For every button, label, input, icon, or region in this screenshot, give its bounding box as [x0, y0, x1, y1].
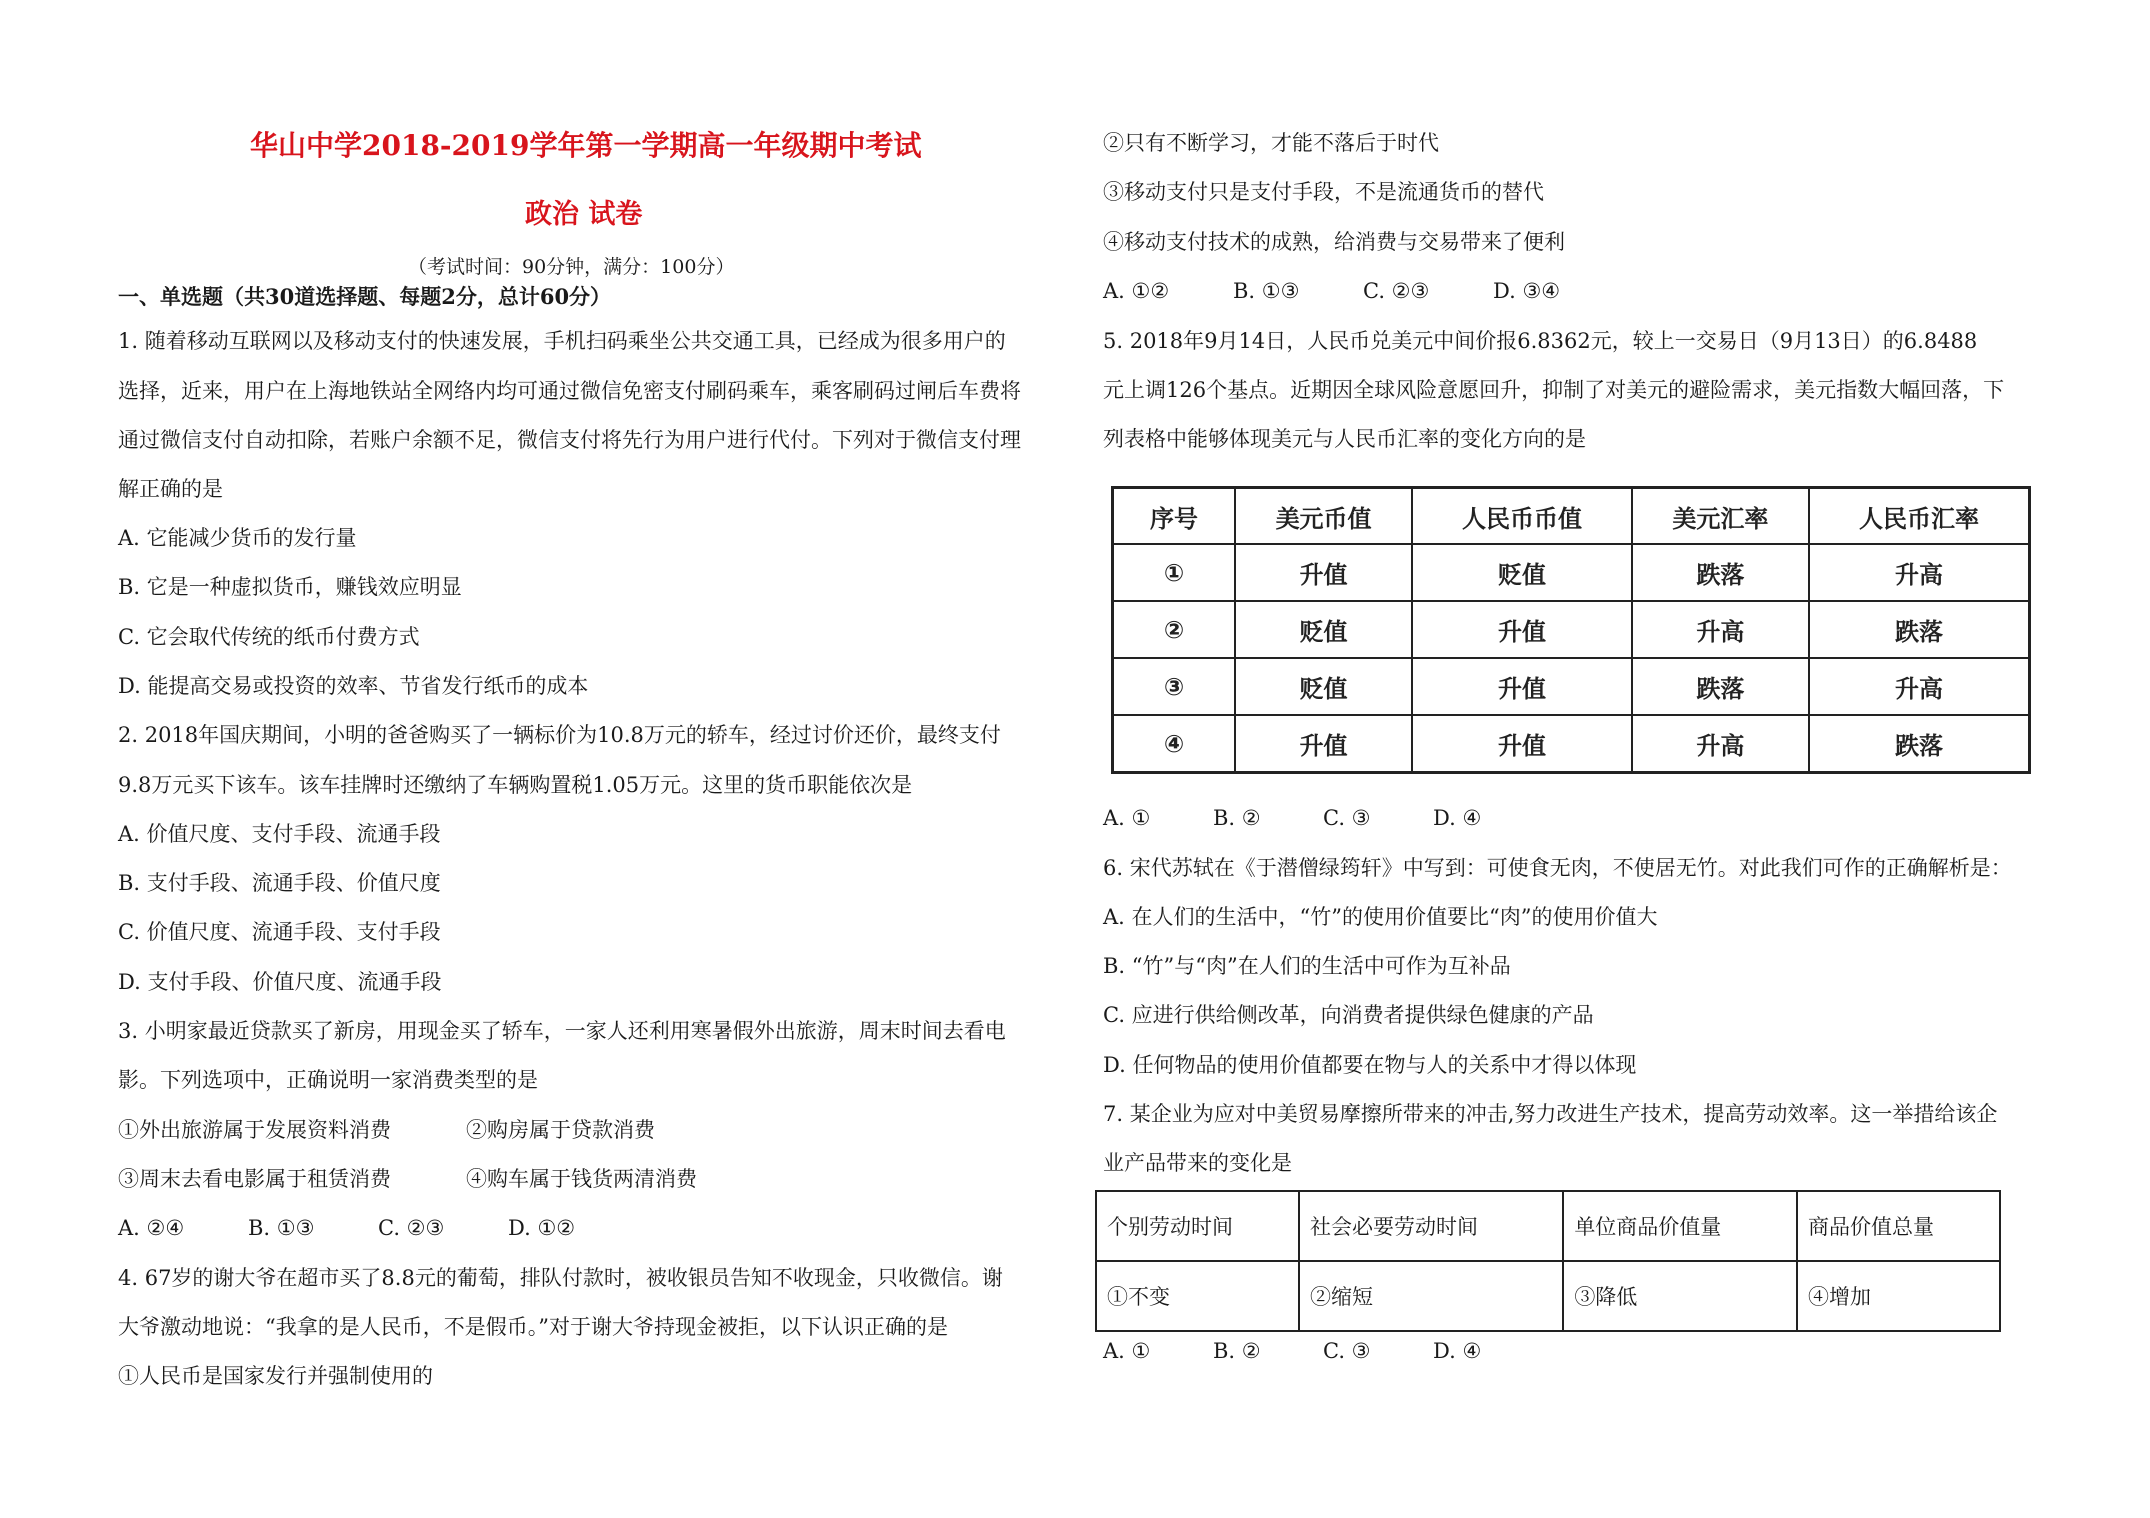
q5-line-2: 元上调126个基点。近期因全球风险意愿回升，抑制了对美元的避险需求，美元指数大幅回落，下	[1103, 378, 2005, 402]
q7-line-2: 业产品带来的变化是	[1103, 1151, 1292, 1175]
q4-line-2: 大爷激动地说：“我拿的是人民币，不是假币。”对于谢大爷持现金被拒，以下认识正确的是	[118, 1315, 948, 1339]
q5-th-rmb-value: 人民币币值	[1412, 488, 1632, 545]
table-cell: ②	[1113, 601, 1236, 658]
q3-statements-row-1	[118, 1115, 655, 1145]
q7-option-c: C. ③	[1323, 1339, 1371, 1363]
q7-line-1: 7. 某企业为应对中美贸易摩擦所带来的冲击,努力改进生产技术，提高劳动效率。这一举措给该企	[1103, 1102, 1998, 1126]
q7-th-total-value: 商品价值总量	[1797, 1191, 2000, 1261]
q1-line-4: 解正确的是	[118, 477, 223, 501]
q6-line-1: 6. 宋代苏轼在《于潜僧绿筠轩》中写到：可使食无肉，不使居无竹。对此我们可作的正确解析是：	[1103, 856, 2012, 880]
q1-line-3: 通过微信支付自动扣除，若账户余额不足，微信支付将先行为用户进行代付。下列对于微信支付理	[118, 428, 1021, 452]
section-heading: 一、单选题（共30道选择题、每题2分，总计60分）	[118, 284, 612, 309]
q4-statement-3: ③移动支付只是支付手段，不是流通货币的替代	[1103, 180, 1544, 204]
q4-option-a: A. ①②	[1103, 279, 1170, 303]
q3-statement-4: ④购车属于钱货两清消费	[466, 1167, 697, 1191]
q4-option-b: B. ①③	[1233, 279, 1300, 303]
q3-option-b: B. ①③	[248, 1216, 315, 1240]
q1-line-1: 1. 随着移动互联网以及移动支付的快速发展，手机扫码乘坐公共交通工具，已经成为很多用户的	[118, 329, 1006, 353]
q5-exchange-table	[1111, 486, 2031, 774]
q5-line-3: 列表格中能够体现美元与人民币汇率的变化方向的是	[1103, 427, 1586, 451]
q4-statement-1: ①人民币是国家发行并强制使用的	[118, 1364, 433, 1388]
table-cell: 升值	[1412, 601, 1632, 658]
exam-subtitle: 政治 试卷	[525, 199, 643, 230]
q1-option-d: D. 能提高交易或投资的效率、节省发行纸币的成本	[118, 674, 589, 698]
q7-th-social-time: 社会必要劳动时间	[1299, 1191, 1563, 1261]
table-cell: 跌落	[1809, 601, 2030, 658]
table-cell: ③	[1113, 658, 1236, 715]
q3-option-a: A. ②④	[118, 1216, 185, 1240]
table-cell: 贬值	[1235, 658, 1412, 715]
table-cell: ①	[1113, 544, 1236, 601]
q4-statement-2: ②只有不断学习，才能不落后于时代	[1103, 131, 1439, 155]
table-cell: 跌落	[1809, 715, 2030, 773]
q1-option-c: C. 它会取代传统的纸币付费方式	[118, 625, 420, 649]
q3-line-1: 3. 小明家最近贷款买了新房，用现金买了轿车，一家人还利用寒暑假外出旅游，周末时间去看电	[118, 1019, 1006, 1043]
q1-option-a: A. 它能减少货币的发行量	[118, 526, 357, 550]
q4-line-1: 4. 67岁的谢大爷在超市买了8.8元的葡萄，排队付款时，被收银员告知不收现金，只收微信。谢	[118, 1266, 1003, 1290]
q5-th-rmb-rate: 人民币汇率	[1809, 488, 2030, 545]
q5-option-c: C. ③	[1323, 806, 1371, 830]
q5-option-d: D. ④	[1433, 806, 1482, 830]
q7-table-header-row	[1096, 1191, 2000, 1261]
q5-table-header-row	[1113, 488, 2030, 545]
q7-labor-table	[1095, 1190, 2001, 1332]
q6-option-d: D. 任何物品的使用价值都要在物与人的关系中才得以体现	[1103, 1053, 1637, 1077]
q3-statement-1: ①外出旅游属于发展资料消费	[118, 1118, 391, 1142]
table-cell: 升值	[1235, 544, 1412, 601]
q2-option-a: A. 价值尺度、支付手段、流通手段	[118, 822, 441, 846]
table-row	[1113, 544, 2030, 601]
q7-option-b: B. ②	[1213, 1339, 1261, 1363]
q2-option-c: C. 价值尺度、流通手段、支付手段	[118, 920, 441, 944]
table-cell: 升值	[1235, 715, 1412, 773]
table-cell: ④	[1113, 715, 1236, 773]
table-cell: ④增加	[1797, 1261, 2000, 1331]
table-cell: 升值	[1412, 715, 1632, 773]
q4-statement-4: ④移动支付技术的成熟，给消费与交易带来了便利	[1103, 230, 1565, 254]
q4-options	[1103, 276, 1560, 306]
q5-line-1: 5. 2018年9月14日，人民币兑美元中间价报6.8362元，较上一交易日（9月13日）的6.8488	[1103, 329, 1978, 353]
q3-option-d: D. ①②	[508, 1216, 576, 1240]
q5-option-b: B. ②	[1213, 806, 1261, 830]
q7-option-d: D. ④	[1433, 1339, 1482, 1363]
table-cell: 跌落	[1632, 544, 1809, 601]
q3-statements-row-2	[118, 1164, 697, 1194]
exam-title: 华山中学2018-2019学年第一学期高一年级期中考试	[250, 129, 922, 162]
q4-option-d: D. ③④	[1493, 279, 1561, 303]
q1-option-b: B. 它是一种虚拟货币，赚钱效应明显	[118, 575, 462, 599]
q1-line-2: 选择，近来，用户在上海地铁站全网络内均可通过微信免密支付刷码乘车，乘客刷码过闸后车费将	[118, 379, 1021, 403]
q6-option-a: A. 在人们的生活中，“竹”的使用价值要比“肉”的使用价值大	[1103, 905, 1658, 929]
table-cell: ③降低	[1563, 1261, 1797, 1331]
q5-options	[1103, 803, 1481, 833]
table-cell: 贬值	[1412, 544, 1632, 601]
q3-statement-3: ③周末去看电影属于租赁消费	[118, 1167, 391, 1191]
table-cell: 升高	[1632, 715, 1809, 773]
q6-option-c: C. 应进行供给侧改革，向消费者提供绿色健康的产品	[1103, 1003, 1594, 1027]
q4-option-c: C. ②③	[1363, 279, 1430, 303]
q2-option-d: D. 支付手段、价值尺度、流通手段	[118, 970, 442, 994]
q3-options	[118, 1213, 575, 1243]
q5-th-usd-value: 美元币值	[1235, 488, 1412, 545]
q2-option-b: B. 支付手段、流通手段、价值尺度	[118, 871, 441, 895]
table-row	[1096, 1261, 2000, 1331]
q7-th-unit-value: 单位商品价值量	[1563, 1191, 1797, 1261]
q7-options	[1103, 1336, 1481, 1366]
q3-option-c: C. ②③	[378, 1216, 445, 1240]
table-cell: 升高	[1809, 658, 2030, 715]
table-row	[1113, 601, 2030, 658]
table-cell: 升高	[1809, 544, 2030, 601]
table-cell: 贬值	[1235, 601, 1412, 658]
q5-th-index: 序号	[1113, 488, 1236, 545]
table-cell: 跌落	[1632, 658, 1809, 715]
q2-line-2: 9.8万元买下该车。该车挂牌时还缴纳了车辆购置税1.05万元。这里的货币职能依次是	[118, 773, 913, 797]
table-cell: ①不变	[1096, 1261, 1299, 1331]
table-cell: 升高	[1632, 601, 1809, 658]
q6-option-b: B. “竹”与“肉”在人们的生活中可作为互补品	[1103, 954, 1511, 978]
table-cell: 升值	[1412, 658, 1632, 715]
q5-th-usd-rate: 美元汇率	[1632, 488, 1809, 545]
q3-statement-2: ②购房属于贷款消费	[466, 1118, 655, 1142]
q5-option-a: A. ①	[1103, 806, 1151, 830]
q7-option-a: A. ①	[1103, 1339, 1151, 1363]
table-row	[1113, 658, 2030, 715]
q7-th-individual-time: 个别劳动时间	[1096, 1191, 1299, 1261]
q3-line-2: 影。下列选项中，正确说明一家消费类型的是	[118, 1068, 538, 1092]
exam-info: （考试时间：90分钟，满分：100分）	[408, 256, 735, 278]
table-row	[1113, 715, 2030, 773]
table-cell: ②缩短	[1299, 1261, 1563, 1331]
q2-line-1: 2. 2018年国庆期间，小明的爸爸购买了一辆标价为10.8万元的轿车，经过讨价还价，最终支付	[118, 723, 1001, 747]
